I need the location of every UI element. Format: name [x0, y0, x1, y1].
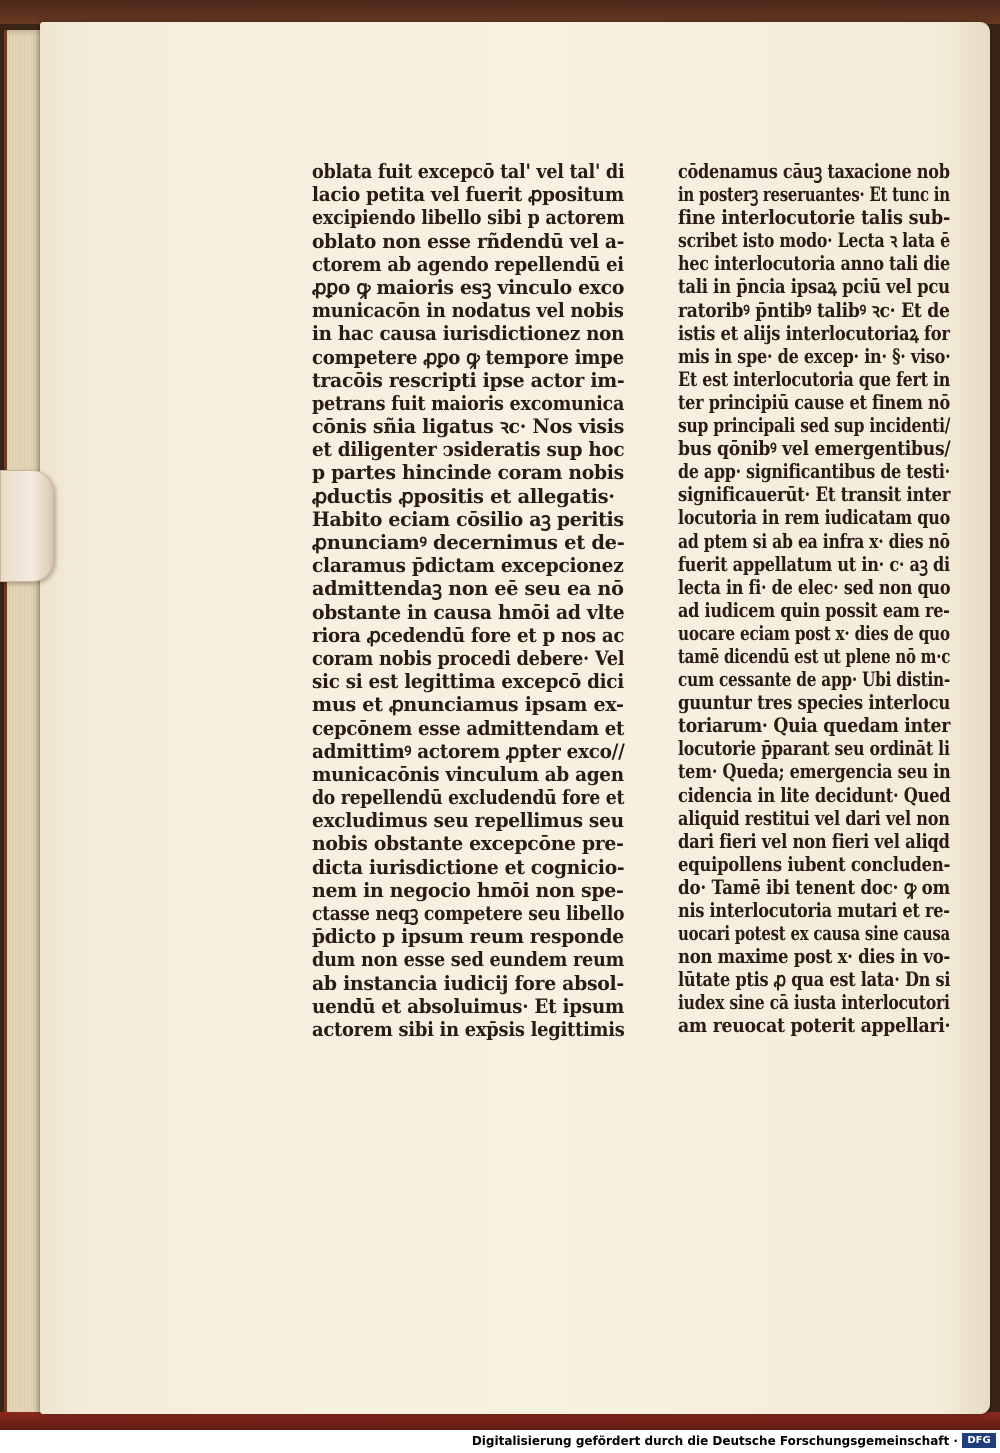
text-line: mis in spe· de excep· in· §· viso·: [678, 344, 951, 368]
text-line: uocare eciam post x· dies de quo: [678, 621, 950, 645]
footer-bar: [0, 1430, 1000, 1453]
text-line: lūtate ptis ꝓ qua est lata· Dn si: [678, 968, 951, 992]
text-line: uendū et absoluimus· Et ipsum: [312, 994, 625, 1018]
text-line: mus et ꝓnunciamus ipsam ex-: [312, 693, 624, 717]
text-line: locutoria in rem iudicatam quo: [678, 506, 950, 530]
text-line: admittendaꝫ non eē seu ea nō: [312, 577, 624, 601]
text-line: excludimus seu repellimus seu: [312, 809, 624, 833]
text-line: Habito eciam cōsilio aꝫ peritis: [312, 507, 624, 531]
text-line: significauerūt· Et transit inter: [678, 483, 951, 507]
text-line: ratoribꝰ p̄ntibꝰ talibꝰ ꝛc· Et de: [678, 298, 950, 322]
text-line: ctorem ab agendo repellendū ei: [312, 252, 624, 276]
text-line: lecta in fi· de elec· sed non quo: [678, 575, 951, 599]
text-line: sic si est legittima excepcō dici: [312, 670, 624, 694]
text-line: tracōis rescripti ipse actor im-: [312, 368, 625, 392]
footer-credit: Digitalisierung gefördert durch die Deutsche Forschungsgemeinschaft ·: [471, 1434, 958, 1448]
text-line: toriarum· Quia quedam inter: [678, 714, 951, 738]
text-line: fuerit appellatum ut in· c· aꝫ di: [678, 552, 950, 576]
text-line: do repellendū excludendū fore et: [312, 786, 625, 810]
text-line: coram nobis procedi debere· Vel: [312, 646, 625, 670]
page-edges: [4, 30, 45, 1420]
text-line: Et est interlocutoria que fert in: [678, 367, 951, 391]
text-line: competere ꝓꝑo ꝙ tempore impe: [312, 345, 624, 369]
text-line: lacio petita vel fuerit ꝓpositum: [312, 183, 624, 207]
text-line: oblato non esse rñdendū vel a-: [312, 229, 625, 253]
text-line: non maxime post x· dies in vo-: [678, 945, 951, 969]
text-line: cōdenamus cāuꝫ taxacione nob: [678, 160, 950, 183]
text-line: claramus p̄dictam excepcionez: [312, 554, 624, 578]
text-line: municacōn in nodatus vel nobis: [312, 299, 624, 323]
text-line: oblata fuit excepcō tal' vel tal' di: [312, 160, 625, 183]
text-line: in posterꝫ reseruantes· Et tunc in: [678, 183, 950, 207]
text-line: petrans fuit maioris excomunica: [312, 391, 625, 415]
text-line: dari fieri vel non fieri vel aliqd: [678, 829, 950, 853]
dfg-logo: DFG: [962, 1433, 996, 1448]
text-column-right: [678, 160, 1000, 1038]
text-line: tali in p̄ncia ipsaꝝ pciū vel pcu: [678, 275, 950, 299]
text-line: ꝓductis ꝓpositis et allegatis·: [312, 484, 615, 508]
text-line: riora ꝓcedendū fore et p nos ac: [312, 623, 625, 647]
text-line: aliquid restitui vel dari vel non: [678, 806, 950, 830]
text-line: cum cessante de app· Ubi distin-: [678, 668, 951, 692]
text-line: de app· significantibus de testi·: [678, 460, 950, 484]
text-line: tamē dicendū est ut plene nō m·c: [678, 644, 951, 668]
text-line: uocari potest ex causa sine causa: [678, 922, 950, 946]
text-line: bus qōnibꝰ vel emergentibus/: [678, 437, 951, 461]
text-line: am reuocat poterit appellari·: [678, 1014, 951, 1038]
binding-top: [0, 0, 1000, 24]
text-line: fine interlocutorie talis sub-: [678, 206, 951, 230]
text-line: in hac causa iurisdictionez non: [312, 322, 625, 346]
binding-bottom: [0, 1412, 1000, 1430]
text-line: istis et alijs interlocutoriaꝝ for: [678, 321, 950, 345]
text-line: ad iudicem quin possit eam re-: [678, 598, 950, 622]
text-line: dicta iurisdictione et cognicio-: [312, 855, 625, 879]
text-line: equipollens iubent concluden-: [678, 852, 951, 876]
text-line: cidencia in lite decidunt· Qued: [678, 783, 951, 807]
text-column-left: [312, 160, 669, 1041]
text-line: nobis obstante excepcōne pre-: [312, 832, 624, 856]
text-line: nis interlocutoria mutari et re-: [678, 899, 950, 922]
text-line: ctasse neqꝫ competere seu libello: [312, 902, 625, 925]
text-line: actorem sibi in exp̄sis legittimis: [312, 1017, 625, 1041]
text-line: iudex sine cā iusta interlocutori: [678, 991, 950, 1015]
page-clip: [0, 470, 54, 582]
text-line: dum non esse sed eundem reum: [312, 948, 625, 972]
text-line: admittimꝰ actorem ꝓpter exco//: [312, 739, 625, 763]
text-line: p̄dicto p ipsum reum responde: [312, 925, 624, 949]
text-line: ter principiū cause et finem nō: [678, 390, 950, 414]
text-line: ꝓꝑo ꝙ maioris esꝫ vinculo exco: [312, 275, 625, 299]
text-line: nem in negocio hmōi non spe-: [312, 878, 624, 902]
text-line: ad ptem si ab ea infra x· dies nō: [678, 529, 950, 553]
text-line: cepcōnem esse admittendam et: [312, 716, 625, 740]
text-line: excipiendo libello sibi p actorem: [312, 206, 625, 230]
text-line: guuntur tres species interlocu: [678, 691, 951, 715]
text-line: obstante in causa hmōi ad vlte: [312, 600, 625, 624]
text-line: ꝓnunciamꝰ decernimus et de-: [312, 531, 625, 554]
text-line: tem· Queda; emergencia seu in: [678, 760, 951, 784]
text-line: ab instancia iudicij fore absol-: [312, 971, 624, 995]
text-line: scribet isto modo· Lecta ꝛ lata ē: [678, 229, 950, 253]
text-line: municacōnis vinculum ab agen: [312, 762, 624, 786]
text-line: locutorie p̄parant seu ordināt li: [678, 737, 950, 761]
text-line: hec interlocutoria anno tali die: [678, 252, 950, 276]
text-line: p partes hincinde coram nobis: [312, 461, 624, 485]
text-line: et diligenter ↄsideratis sup hoc: [312, 438, 625, 462]
text-line: cōnis sñia ligatus ꝛc· Nos visis: [312, 415, 625, 439]
text-line: do· Tamē ibi tenent doc· ꝙ om: [678, 875, 950, 899]
text-line: sup principali sed sup incidenti/: [678, 414, 951, 438]
